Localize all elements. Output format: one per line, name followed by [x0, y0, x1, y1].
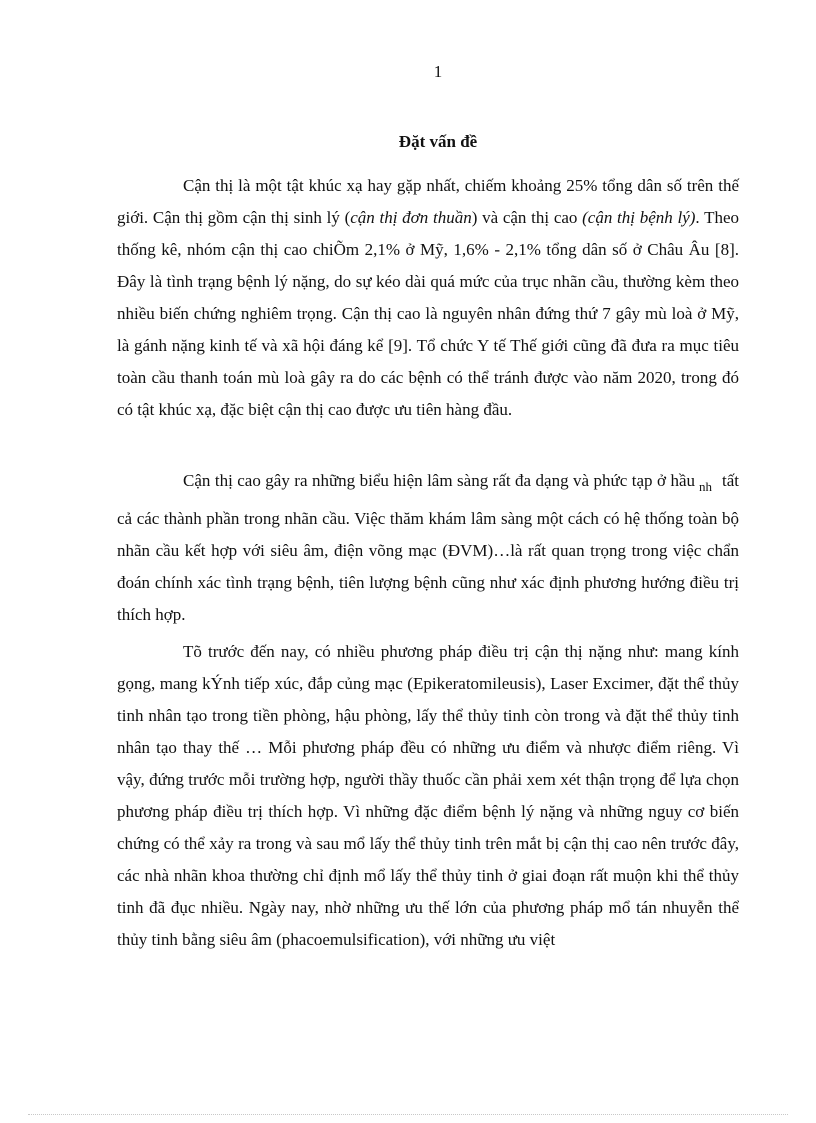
paragraph-1-text-a: Cận thị là một tật khúc xạ hay gặp nhất, chiếm khoảng 25% tổng dân số trên thế giới. Cận thị gồm cận thị sinh lý ( — [117, 176, 739, 227]
paragraph-1-text-c: ) và cận thị cao — [471, 208, 583, 227]
page-number: 1 — [433, 62, 443, 81]
page-bottom-divider — [28, 1114, 788, 1115]
paragraph-clinical — [117, 465, 739, 631]
paragraph-1-italic-pathological-myopia: (cận thị bệnh lý) — [582, 208, 696, 227]
paragraph-1-italic-simple-myopia: cận thị đơn thuần — [350, 208, 472, 227]
paragraph-3-text-a: Tõ trước đến nay, có nhiều phương pháp điều trị cận thị nặng như: mang kính gọng, mang kÝnh tiếp xúc, đắp củng mạc (Epikeratomileusis), Laser Excimer, đặt thể thủy tinh nhân tạo trong tiền phòng, hậu phòng, lấy thể thủy tinh còn trong và đặt thể thủy tinh nhân tạo thay thế … Mỗi phương pháp đều có những ưu điểm và nhược điểm riêng. Vì vậy, đứng trước mỗi trường hợp, người thầy thuốc cần phải xem xét thận trọng để lựa chọn phương pháp điều trị thích hợp. Vì những đặc điểm bệnh lý nặng và những nguy cơ biến chứng có thể xảy ra trong và sau mổ lấy thể thủy tinh trên mắt bị cận thị cao nên trước đây, các nhà nhãn khoa thường chỉ định mổ lấy thể thủy tinh ở giai đoạn rất muộn khi thể thủy tinh đã đục nhiều. Ngày nay, nhờ những ưu thế lớn của phương pháp mổ tán nhuyễn thể thủy tinh bằng siêu âm (phacoemulsification), với những ưu việt — [117, 642, 739, 949]
paragraph-2-text-b: tất cả các thành phần trong nhãn cầu. Việc thăm khám lâm sàng một cách có hệ thống toàn bộ nhãn cầu kết hợp với siêu âm, điện võng mạc (ĐVM)…là rất quan trọng trong việc chẩn đoán chính xác tình trạng bệnh, tiên lượng bệnh cũng như xác định phương hướng điều trị thích hợp. — [117, 471, 739, 624]
section-heading: Đặt vấn đề — [398, 132, 478, 151]
paragraph-1-text-e: . Theo thống kê, nhóm cận thị cao chiÕm 2,1% ở Mỹ, 1,6% - 2,1% tổng dân số ở Châu Âu [8]. Đây là tình trạng bệnh lý nặng, do sự kéo dài quá mức của trục nhãn cầu, thường kèm theo nhiều biến chứng nghiêm trọng. Cận thị cao là nguyên nhân đứng thứ 7 gây mù loà ở Mỹ, là gánh nặng kinh tế và xã hội đáng kể [9]. Tổ chức Y tế Thế giới cũng đã đưa ra mục tiêu toàn cầu thanh toán mù loà gây ra do các bệnh có thể tránh được vào năm 2020, trong đó có tật khúc xạ, đặc biệt cận thị cao được ưu tiên hàng đầu. — [117, 208, 739, 419]
paragraph-2-stray-subscript: nh — [699, 479, 712, 494]
paragraph-intro — [117, 170, 739, 426]
paragraph-2-text-a: Cận thị cao gây ra những biểu hiện lâm sàng rất đa dạng và phức tạp ở hầu — [183, 471, 695, 490]
paragraph-treatment — [117, 636, 739, 956]
